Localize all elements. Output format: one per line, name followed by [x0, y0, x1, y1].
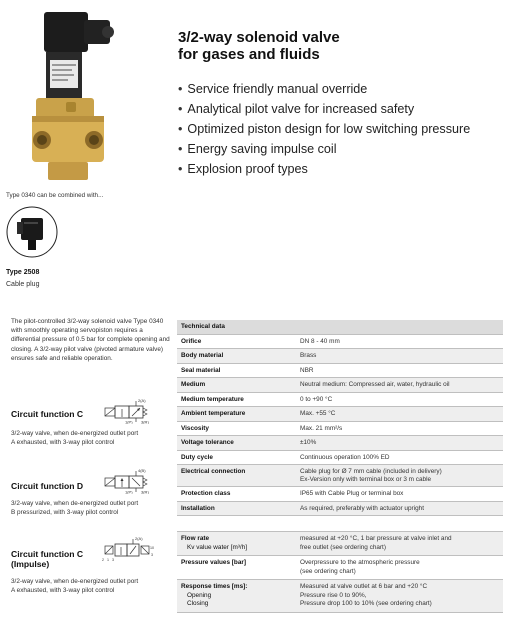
circuit-symbol-d [101, 468, 157, 494]
spec-value: 0 to +90 °C [296, 392, 503, 407]
circuit-function-title-line: (Impulse) [11, 559, 50, 569]
table-row [177, 378, 503, 393]
spec-label: Voltage tolerance [177, 436, 296, 451]
perf-value-line: free outlet (see ordering chart) [300, 543, 386, 551]
spec-value: As required, preferably with actuator upright [296, 501, 503, 516]
combination-note: Type 0340 can be combined with... [6, 192, 104, 199]
spec-value: Max. +55 °C [296, 407, 503, 422]
perf-label [177, 580, 296, 613]
feature-item: • Energy saving impulse coil [178, 139, 508, 159]
perf-label-main: Flow rate [181, 535, 210, 542]
table-row [177, 465, 503, 487]
circuit-symbol-c-impulse [101, 536, 157, 562]
symbol-port-label: 1 [107, 558, 109, 562]
circuit-function-line: 3/2-way valve, when de-energized outlet port [11, 430, 139, 437]
symbol-port-label: 3 [112, 558, 114, 562]
symbol-port-label: 4(B) [138, 468, 146, 473]
circuit-function-title-line: Circuit function C [11, 549, 84, 559]
table-row [177, 421, 503, 436]
feature-item: • Explosion proof types [178, 159, 508, 179]
intro-paragraph: The pilot-controlled 3/2-way solenoid valve Type 0340 with smoothly operating servopiston requires a differential pressure of 0.5 bar for complete opening and closing. A 3/2-way pilot valve (pivoted armature valve) ensures safe and reliable operation. [11, 318, 170, 362]
accessory-description: Cable plug [6, 281, 40, 288]
spec-label: Orifice [177, 334, 296, 349]
circuit-function-title: Circuit function D [11, 481, 84, 491]
spec-label: Installation [177, 501, 296, 516]
title-line-2: for gases and fluids [178, 46, 320, 63]
cable-plug-image [6, 206, 58, 258]
perf-label-main: Response times [ms]: [181, 583, 248, 590]
spec-label: Electrical connection [177, 465, 296, 487]
feature-item: • Optimized piston design for low switching pressure [178, 119, 508, 139]
feature-list [178, 79, 508, 179]
spec-value: Max. 21 mm²/s [296, 421, 503, 436]
feature-item: • Service friendly manual override [178, 79, 508, 99]
spec-label: Medium [177, 378, 296, 393]
perf-value-line: Pressure rise 0 to 90%, [300, 591, 367, 599]
table-row [177, 436, 503, 451]
circuit-function-line: 3/2-way valve, when de-energized outlet port [11, 500, 139, 507]
table-row [177, 349, 503, 364]
symbol-port-label: 3(R) [141, 489, 149, 494]
perf-label-main: Pressure values [bar] [181, 559, 247, 566]
table-row [177, 392, 503, 407]
technical-data-table [177, 320, 503, 516]
perf-value-line: Measured at valve outlet at 6 bar and +20 °C [300, 583, 428, 590]
circuit-function-line: 3/2-way valve, when de-energized outlet port [11, 578, 139, 585]
spec-value [296, 465, 503, 487]
performance-table [177, 531, 503, 613]
title-line-1: 3/2-way solenoid valve [178, 29, 340, 46]
table-heading: Technical data [177, 320, 503, 334]
table-row [177, 556, 503, 580]
feature-item: • Analytical pilot valve for increased safety [178, 99, 508, 119]
perf-value [296, 580, 503, 613]
spec-value: Neutral medium: Compressed air, water, hydraulic oil [296, 378, 503, 393]
table-row [177, 363, 503, 378]
symbol-port-label: 2(A) [135, 536, 143, 541]
product-title [178, 29, 498, 63]
table-row [177, 334, 503, 349]
circuit-function-text [11, 429, 181, 447]
symbol-port-label: 2 [102, 558, 104, 562]
table-row [177, 487, 503, 502]
accessory-name: Type 2508 [6, 269, 40, 276]
spec-value-line: Ex-Version only with terminal box or 3 m cable [300, 475, 432, 483]
symbol-port-label: 10 [150, 546, 154, 550]
perf-label [177, 556, 296, 580]
table-row [177, 450, 503, 465]
spec-label: Seal material [177, 363, 296, 378]
symbol-port-label: 3(R) [141, 419, 149, 424]
spec-value: NBR [296, 363, 503, 378]
perf-value-line: Overpressure to the atmospheric pressure [300, 559, 420, 566]
perf-value-line: measured at +20 °C, 1 bar pressure at valve inlet and [300, 535, 452, 542]
symbol-port-label: 2(A) [138, 398, 146, 403]
table-header-row [177, 320, 503, 334]
perf-value [296, 532, 503, 556]
perf-label-sub: Closing [187, 600, 209, 607]
circuit-symbol-c [101, 398, 157, 424]
circuit-function-text [11, 499, 181, 517]
perf-value-line: Pressure drop 100 to 10% (see ordering chart) [300, 600, 432, 607]
valve-product-photo [22, 6, 132, 188]
table-row [177, 501, 503, 516]
spec-label: Ambient temperature [177, 407, 296, 422]
symbol-port-label: 1(P) [125, 419, 133, 424]
perf-label-sub: Opening [187, 591, 212, 599]
symbol-port-label: 3 [151, 553, 153, 557]
spec-label: Medium temperature [177, 392, 296, 407]
spec-value-line: Cable plug for Ø 7 mm cable (included in delivery) [300, 468, 442, 475]
table-row [177, 580, 503, 613]
spec-label: Viscosity [177, 421, 296, 436]
spec-label: Duty cycle [177, 450, 296, 465]
perf-value [296, 556, 503, 580]
table-row [177, 532, 503, 556]
spec-label: Body material [177, 349, 296, 364]
table-row [177, 407, 503, 422]
circuit-function-line: A exhausted, with 3-way pilot control [11, 587, 115, 595]
perf-label-sub: Kv value water [m³/h] [187, 543, 248, 551]
circuit-function-text [11, 577, 181, 595]
spec-value: Continuous operation 100% ED [296, 450, 503, 465]
circuit-function-line: A exhausted, with 3-way pilot control [11, 439, 115, 447]
spec-value: ±10% [296, 436, 503, 451]
perf-label [177, 532, 296, 556]
perf-value-line: (see ordering chart) [300, 567, 356, 575]
circuit-function-title [11, 549, 83, 569]
symbol-port-label: 1(P) [125, 489, 133, 494]
spec-label: Protection class [177, 487, 296, 502]
spec-value: Brass [296, 349, 503, 364]
spec-value: IP65 with Cable Plug or terminal box [296, 487, 503, 502]
circuit-function-line: B pressurized, with 3-way pilot control [11, 509, 119, 517]
spec-value: DN 8 - 40 mm [296, 334, 503, 349]
circuit-function-title: Circuit function C [11, 409, 84, 419]
